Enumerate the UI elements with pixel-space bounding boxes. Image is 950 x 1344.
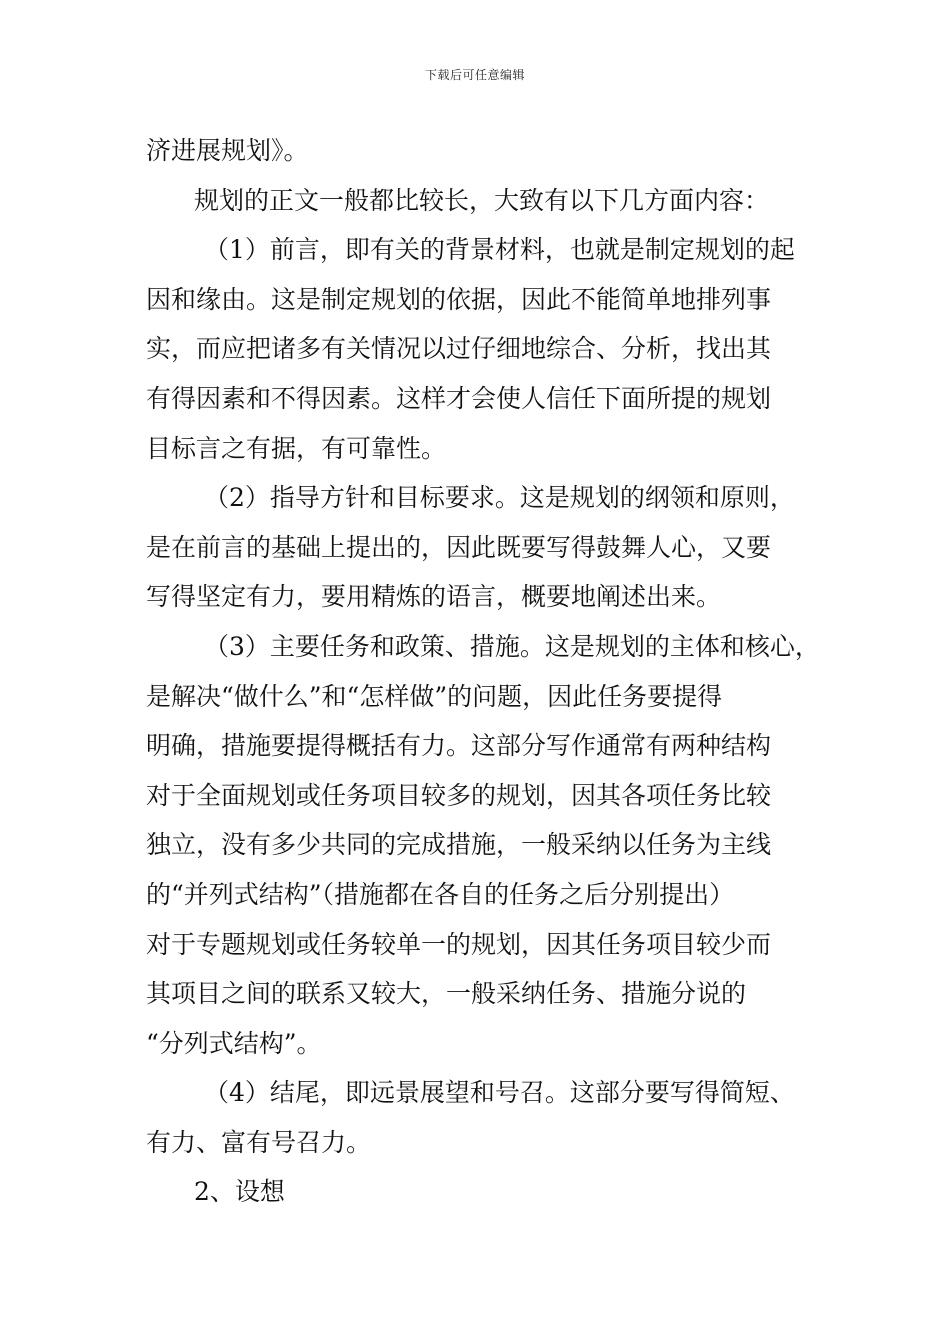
page-header-note: 下载后可任意编辑 [424, 68, 525, 82]
text-line: “分列式结构”。 [146, 1028, 322, 1058]
text-line: 是在前言的基础上提出的，因此既要写得鼓舞人心，又要 [146, 532, 772, 562]
text-line: 是解决“做什么”和“怎样做”的问题，因此任务要提得 [146, 681, 723, 711]
text-line: 目标言之有据，有可靠性。 [146, 433, 447, 463]
text-line: 明确，措施要提得概括有力。这部分写作通常有两种结构 [146, 731, 772, 761]
text-line: 实，而应把诸多有关情况以过仔细地综合、分析，找出其 [146, 334, 772, 364]
text-line: 有得因素和不得因素。这样才会使人信任下面所提的规划 [146, 383, 772, 413]
text-line: 的“并列式结构”（措施都在各自的任务之后分别提出） [146, 879, 735, 909]
text-line: （4）结尾，即远景展望和号召。这部分要写得简短、 [204, 1078, 795, 1108]
text-line: 对于专题规划或任务较单一的规划，因其任务项目较少而 [146, 929, 772, 959]
text-line: 写得坚定有力，要用精炼的语言，概要地阐述出来。 [146, 582, 722, 612]
document-body [146, 126, 818, 1217]
text-line: （1）前言，即有关的背景材料，也就是制定规划的起 [204, 235, 795, 265]
text-line: 因和缘由。这是制定规划的依据，因此不能简单地排列事 [146, 284, 772, 314]
text-line: （3）主要任务和政策、措施。这是规划的主体和核心， [204, 631, 820, 661]
text-line: （2）指导方针和目标要求。这是规划的纲领和原则， [204, 483, 795, 513]
text-line: 对于全面规划或任务项目较多的规划，因其各项任务比较 [146, 780, 772, 810]
text-line: 规划的正文一般都比较长，大致有以下几方面内容： [194, 185, 770, 215]
text-line: 其项目之间的联系又较大，一般采纳任务、措施分说的 [146, 979, 747, 1009]
section-heading: 2、设想 [194, 1177, 285, 1207]
text-line: 有力、富有号召力。 [146, 1127, 372, 1157]
text-line: 济进展规划》。 [146, 136, 309, 165]
text-line: 独立，没有多少共同的完成措施，一般采纳以任务为主线 [146, 830, 772, 860]
